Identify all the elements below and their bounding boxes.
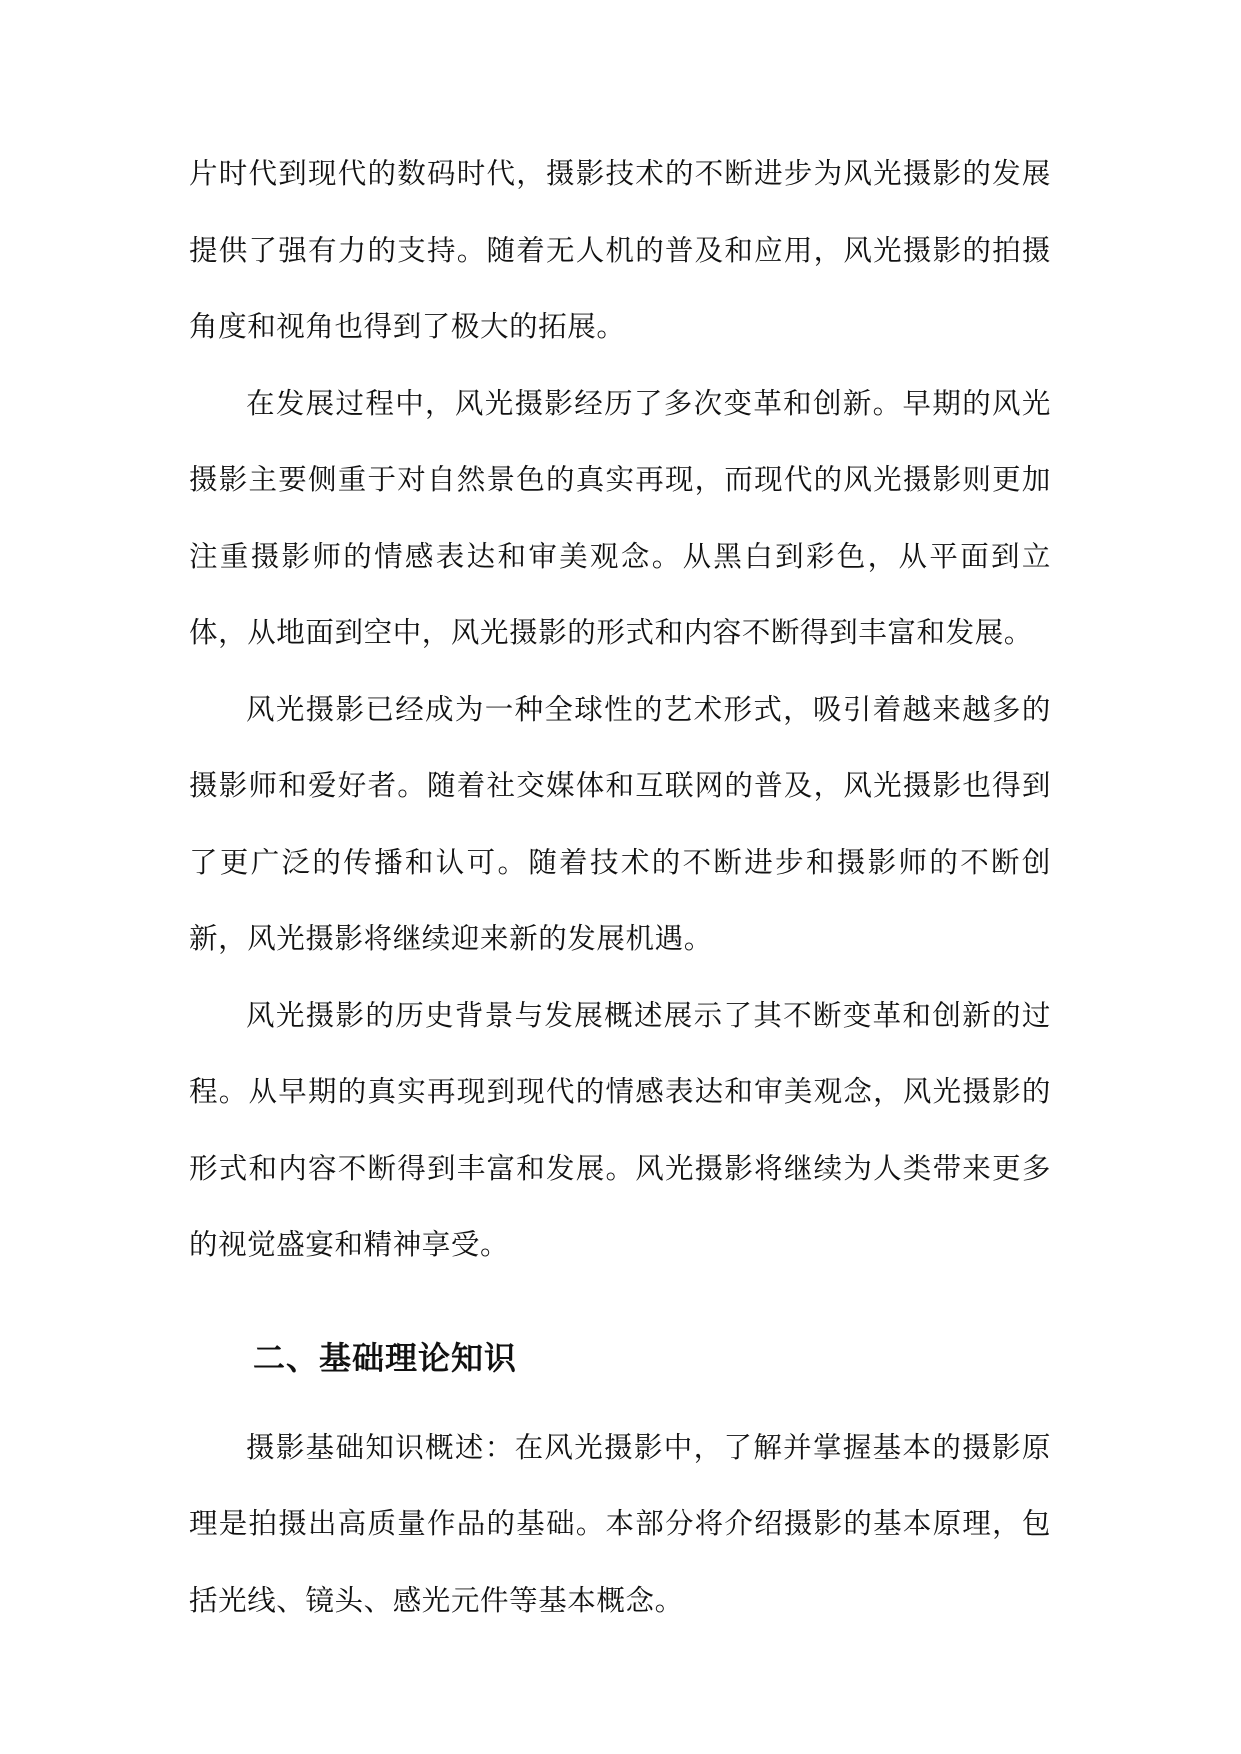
paragraph-continuation: 片时代到现代的数码时代，摄影技术的不断进步为风光摄影的发展提供了强有力的支持。随着无人机的普及和应用，风光摄影的拍摄角度和视角也得到了极大的拓展。 [189, 157, 1051, 343]
paragraph: 摄影基础知识概述：在风光摄影中，了解并掌握基本的摄影原理是拍摄出高质量作品的基础。本部分将介绍摄影的基本原理，包括光线、镜头、感光元件等基本概念。 [189, 1430, 1051, 1617]
paragraph: 风光摄影的历史背景与发展概述展示了其不断变革和创新的过程。从早期的真实再现到现代的情感表达和审美观念，风光摄影的形式和内容不断得到丰富和发展。风光摄影将继续为人类带来更多的视觉盛宴和精神享受。 [189, 998, 1051, 1261]
paragraph: 在发展过程中，风光摄影经历了多次变革和创新。早期的风光摄影主要侧重于对自然景色的真实再现，而现代的风光摄影则更加注重摄影师的情感表达和审美观念。从黑白到彩色，从平面到立体，从地面到空中，风光摄影的形式和内容不断得到丰富和发展。 [189, 386, 1051, 649]
paragraph: 风光摄影已经成为一种全球性的艺术形式，吸引着越来越多的摄影师和爱好者。随着社交媒体和互联网的普及，风光摄影也得到了更广泛的传播和认可。随着技术的不断进步和摄影师的不断创新，风光摄影将继续迎来新的发展机遇。 [189, 692, 1051, 955]
document-body [189, 136, 1051, 1639]
section-heading: 二、基础理论知识 [253, 1338, 518, 1377]
